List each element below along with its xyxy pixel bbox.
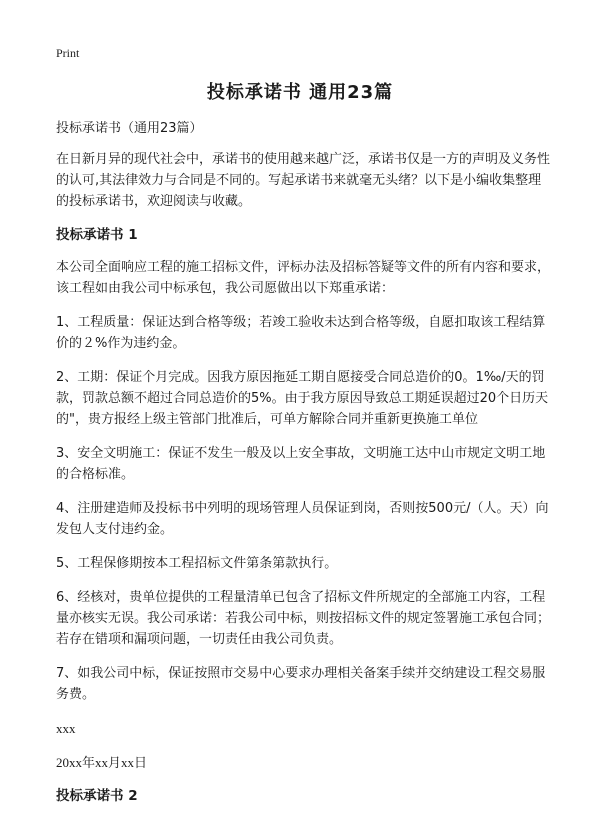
commitment-item-1: 1、工程质量：保证达到合格等级；若竣工验收未达到合格等级，自愿扣取该工程结算价的２%作为违约金。 <box>56 315 546 351</box>
commitment-item-3: 3、安全文明施工：保证不发生一般及以上安全事故，文明施工达中山市规定文明工地的合格标准。 <box>56 446 546 482</box>
commitment-item-7: 7、如我公司中标，保证按照市交易中心要求办理相关备案手续并交纳建设工程交易服务费。 <box>56 666 546 702</box>
commitment-item-2: 2、工期：保证个月完成。因我方原因拖延工期自愿接受合同总造价的0。1‰/天的罚款，罚款总额不超过合同总造价的5%。由于我方原因导致总工期延误超过20个日历天的"，贵方报经上级主管部门批准后，可单方解除合同并重新更换施工单位 <box>56 370 549 427</box>
page-title: 投标承诺书 通用23篇 <box>206 82 394 103</box>
signature: xxx <box>56 721 76 736</box>
commitment-item-4: 4、注册建造师及投标书中列明的现场管理人员保证到岗，否则按500元/（人。天）向发包人支付违约金。 <box>56 501 549 537</box>
section-2-heading: 投标承诺书 2 <box>56 788 138 804</box>
section-1-opening: 本公司全面响应工程的施工招标文件，评标办法及招标答疑等文件的所有内容和要求，该工程如由我公司中标承包，我公司愿做出以下郑重承诺： <box>56 260 551 296</box>
commitment-item-6: 6、经核对，贵单位提供的工程量清单已包含了招标文件所规定的全部施工内容，工程量亦核实无误。我公司承诺：若我公司中标，则按招标文件的规定签署施工承包合同；若存在错项和漏项问题，一切责任由我公司负责。 <box>56 590 551 647</box>
intro-paragraph: 在日新月异的现代社会中，承诺书的使用越来越广泛，承诺书仅是一方的声明及义务性的认可,其法律效力与合同是不同的。写起承诺书来就毫无头绪？以下是小编收集整理的投标承诺书，欢迎阅读与收藏。 <box>56 152 551 209</box>
commitment-item-5: 5、工程保修期按本工程招标文件第条第款执行。 <box>56 556 338 571</box>
document-subtitle: 投标承诺书（通用23篇） <box>56 121 203 136</box>
signature-date: 20xx年xx月xx日 <box>56 755 148 770</box>
print-label: Print <box>56 46 80 60</box>
document-body <box>56 118 550 818</box>
section-1-heading: 投标承诺书 1 <box>56 227 138 243</box>
